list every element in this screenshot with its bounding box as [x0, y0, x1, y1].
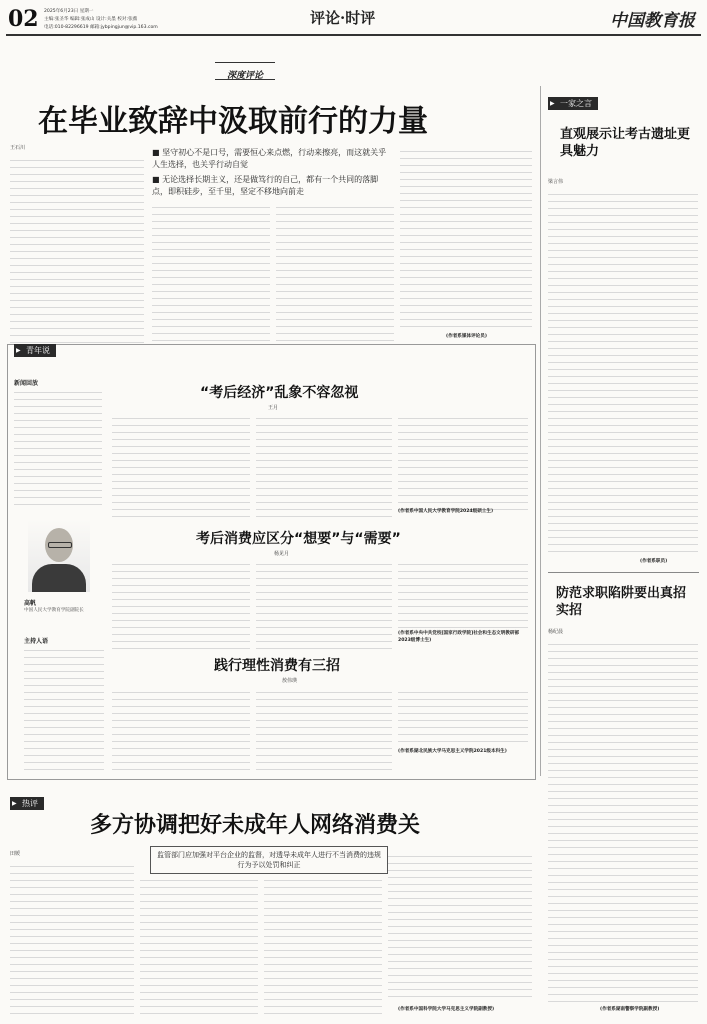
main-col-2: [152, 203, 270, 344]
issue-date: 2025年6月23日 星期一: [44, 9, 94, 14]
main-col-1: [10, 156, 144, 344]
youth-article-1-author: 王月: [268, 405, 279, 411]
youth-article-2-headline: 考后消费应区分“想要”与“需要”: [196, 531, 401, 547]
opinion-signoff: (作者系职员): [640, 559, 668, 564]
hot-comment-headline: 多方协调把好未成年人网络消费关: [90, 812, 421, 838]
page-number: 02: [8, 6, 39, 32]
main-bullets: [152, 147, 392, 198]
youth-article-1-signoff: (作者系中国人民大学教育学院2024级硕士生): [398, 509, 494, 514]
youth-article-3-signoff: (作者系湖北民族大学马克思主义学院2021级本科生): [398, 749, 507, 754]
hot-comment-col-3: [264, 876, 382, 1016]
job-trap-signoff: (作者系湖南警察学院副教授): [600, 1007, 660, 1012]
profile-name: 高帆: [24, 600, 37, 607]
newspaper-logo: 中国教育报: [610, 11, 695, 31]
youth-article-1-col-3: [398, 414, 528, 510]
bullet-1-text: 坚守初心不是口号，需要恒心来点燃，行动来擦亮，而这就关乎人生选择，也关乎行动自觉: [152, 148, 387, 169]
bullet-1: ■ 坚守初心不是口号，需要恒心来点燃，行动来擦亮，而这就关乎人生选择，也关乎行动自觉: [152, 148, 387, 169]
youth-article-3-author: 敖伟瑛: [282, 678, 298, 684]
youth-article-2-col-3: [398, 560, 528, 630]
hot-comment-callout-text: 监管部门应加强对平台企业的监督，对透导未成年人进行不当消费的违规行为予以处罚和纠正: [157, 851, 381, 869]
profile-title: 中国人民大学教育学院副院长: [24, 608, 84, 613]
main-headline: 在毕业致辞中汲取前行的力量: [38, 104, 428, 139]
news-review-body: [14, 388, 102, 506]
hot-comment-col-4: [388, 852, 532, 1002]
section-title: 评论·时评: [310, 9, 376, 27]
hot-comment-col-1: [10, 862, 134, 1016]
youth-article-3-col-3: [398, 688, 528, 744]
section-tag: [215, 62, 275, 80]
column-divider: [540, 86, 541, 776]
opinion-body: [548, 190, 698, 552]
bullet-2: ■ 无论选择长期主义，还是做笃行的自己，都有一个共同的落脚点，即积硅步，至千里，坚定不移地向前走: [152, 175, 379, 196]
news-review-title: 新闻回放: [14, 380, 39, 387]
hot-comment-tag: ▶ 热评: [10, 797, 44, 810]
bullet-2-text: 无论选择长期主义，还是做笃行的自己，都有一个共同的落脚点，即积硅步，至千里，坚定不移地向前走: [152, 175, 379, 196]
avatar-body: [32, 564, 86, 592]
opinion-headline: 直观展示让考古遗址更具魅力: [560, 127, 691, 159]
main-col-3: [276, 203, 394, 344]
hot-comment-callout: [150, 846, 388, 874]
header-divider: [6, 34, 701, 36]
youth-article-1-col-1: [112, 414, 250, 520]
job-trap-author: 杨纪晨: [548, 629, 564, 635]
youth-article-2-col-1: [112, 560, 250, 652]
avatar-glasses: [48, 542, 72, 548]
youth-article-3-col-2: [256, 688, 392, 772]
editor-credits: 主编:张圣华 编辑:张成山 设计:关墨 校对:张薇: [44, 17, 138, 22]
host-remarks-body: [24, 646, 104, 772]
hot-comment-signoff: (作者系中国科学院大学马克思主义学院副教授): [398, 1007, 495, 1012]
opinion-divider: [548, 572, 699, 573]
youth-article-3-headline: 践行理性消费有三招: [214, 658, 340, 674]
opinion-tag: ▶ 一家之言: [548, 97, 598, 110]
main-col-4: [400, 147, 532, 329]
youth-article-2-signoff: (作者系中央中共党校[国家行政学院]社会和生态文明教研部2023级博士生): [398, 631, 520, 643]
job-trap-headline: 防范求职陷阱要出真招实招: [556, 586, 687, 618]
main-author: 王石川: [10, 145, 26, 151]
hot-comment-author: 田媛: [10, 851, 21, 857]
avatar: [28, 520, 90, 592]
job-trap-body: [548, 640, 698, 1002]
main-signoff: (作者系媒体评论员): [446, 334, 487, 339]
youth-article-2-col-2: [256, 560, 392, 652]
host-remarks-title: 主持人语: [24, 638, 49, 645]
opinion-author: 梁言伟: [548, 179, 564, 185]
youth-article-1-headline: “考后经济”乱象不容忽视: [200, 385, 359, 401]
youth-article-3-col-1: [112, 688, 250, 772]
youth-tag: ▶ 青年说: [14, 344, 56, 357]
youth-article-2-author: 杨见月: [274, 551, 290, 557]
contact-info: 电话:010-82296619 邮箱:jybpingjun@vip.163.com: [44, 25, 158, 30]
deep-comment-tag: 深度评论: [226, 71, 263, 81]
youth-article-1-col-2: [256, 414, 392, 520]
hot-comment-col-2: [140, 876, 258, 1016]
